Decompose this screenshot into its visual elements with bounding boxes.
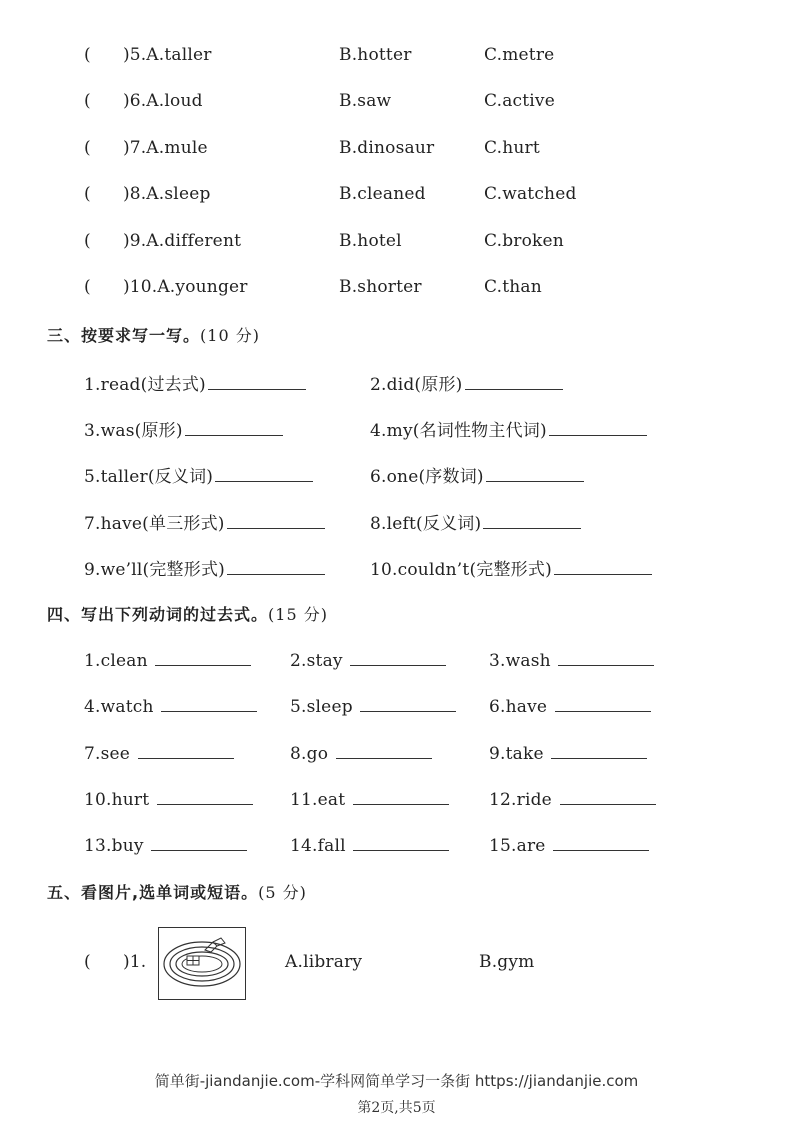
answer-blank[interactable] xyxy=(161,695,257,712)
verb-label: 14.fall xyxy=(290,836,352,856)
answer-blank[interactable] xyxy=(227,558,325,575)
answer-blank[interactable] xyxy=(208,373,306,390)
question-number: 8.A.sleep xyxy=(129,184,211,204)
question-number: 9.A.different xyxy=(129,231,242,251)
answer-blank[interactable] xyxy=(549,419,647,436)
verb-item xyxy=(84,695,257,717)
fill-item-label: 2.did(原形) xyxy=(370,375,463,395)
fill-item-label: 7.have(单三形式) xyxy=(84,514,225,534)
fill-item xyxy=(84,555,325,580)
question-number: 7.A.mule xyxy=(129,138,208,158)
section-3-heading xyxy=(47,323,260,346)
answer-blank[interactable] xyxy=(350,649,446,666)
verb-item xyxy=(84,788,253,810)
section-5-title: 五、看图片,选单词或短语。 xyxy=(47,883,259,902)
running-track-icon xyxy=(159,928,245,999)
fill-item xyxy=(370,416,647,441)
verb-label: 15.are xyxy=(489,836,552,856)
fill-item xyxy=(84,416,283,441)
verb-item xyxy=(84,834,247,856)
option-c[interactable]: C.broken xyxy=(484,231,564,251)
answer-blank[interactable] xyxy=(157,788,253,805)
fill-item xyxy=(84,462,313,487)
answer-paren[interactable]: ( )9.A.different xyxy=(84,231,242,251)
verb-label: 4.watch xyxy=(84,697,160,717)
verb-item xyxy=(84,742,234,764)
fill-item xyxy=(370,462,584,487)
answer-blank[interactable] xyxy=(360,695,456,712)
answer-paren[interactable]: ( )6.A.loud xyxy=(84,91,203,111)
fill-item-label: 8.left(反义词) xyxy=(370,514,482,534)
gym-track-picture xyxy=(158,927,246,1000)
verb-item xyxy=(290,695,456,717)
option-c[interactable]: C.watched xyxy=(484,184,577,204)
verb-item xyxy=(489,788,656,810)
fill-item-label: 6.one(序数词) xyxy=(370,467,484,487)
answer-paren[interactable]: ( )7.A.mule xyxy=(84,138,208,158)
verb-label: 10.hurt xyxy=(84,790,155,810)
verb-item xyxy=(489,742,647,764)
section-4-title: 四、写出下列动词的过去式。 xyxy=(47,605,269,624)
verb-label: 2.stay xyxy=(290,651,349,671)
option-b[interactable]: B.dinosaur xyxy=(339,138,435,158)
option-b[interactable]: B.hotel xyxy=(339,231,402,251)
answer-blank[interactable] xyxy=(353,788,449,805)
page-number: 第2页,共5页 xyxy=(357,1100,436,1116)
option-b[interactable]: B.shorter xyxy=(339,277,422,297)
question-number: 6.A.loud xyxy=(129,91,203,111)
fill-item-label: 1.read(过去式) xyxy=(84,375,206,395)
question-number: 5.A.taller xyxy=(129,45,212,65)
answer-blank[interactable] xyxy=(336,742,432,759)
option-b[interactable]: B.hotter xyxy=(339,45,412,65)
answer-blank[interactable] xyxy=(138,742,234,759)
answer-blank[interactable] xyxy=(353,834,449,851)
verb-item xyxy=(290,742,432,764)
answer-blank[interactable] xyxy=(151,834,247,851)
fill-item-label: 10.couldn’t(完整形式) xyxy=(370,560,552,580)
verb-item xyxy=(290,834,449,856)
verb-label: 1.clean xyxy=(84,651,154,671)
answer-blank[interactable] xyxy=(555,695,651,712)
verb-label: 7.see xyxy=(84,744,136,764)
answer-paren[interactable]: ( )8.A.sleep xyxy=(84,184,211,204)
section-4-points: (15 分) xyxy=(268,605,328,624)
verb-label: 13.buy xyxy=(84,836,150,856)
verb-label: 3.wash xyxy=(489,651,557,671)
fill-item-label: 5.taller(反义词) xyxy=(84,467,214,487)
answer-blank[interactable] xyxy=(560,788,656,805)
answer-blank[interactable] xyxy=(554,558,652,575)
answer-blank[interactable] xyxy=(483,512,581,529)
option-b[interactable]: B.cleaned xyxy=(339,184,426,204)
verb-item xyxy=(290,649,446,671)
answer-paren[interactable]: ( )1. xyxy=(84,952,147,972)
fill-item-label: 4.my(名词性物主代词) xyxy=(370,421,547,441)
verb-item xyxy=(84,649,251,671)
section-4-heading xyxy=(47,602,328,625)
answer-blank[interactable] xyxy=(553,834,649,851)
verb-item xyxy=(489,834,649,856)
answer-blank[interactable] xyxy=(155,649,251,666)
option-c[interactable]: C.metre xyxy=(484,45,555,65)
option-a[interactable]: A.library xyxy=(285,952,363,972)
fill-item xyxy=(84,509,325,534)
fill-item xyxy=(370,555,652,580)
question-number: 1. xyxy=(129,952,147,972)
option-c[interactable]: C.than xyxy=(484,277,542,297)
answer-blank[interactable] xyxy=(551,742,647,759)
verb-item xyxy=(489,695,651,717)
fill-item xyxy=(370,509,581,534)
answer-blank[interactable] xyxy=(215,465,313,482)
answer-blank[interactable] xyxy=(185,419,283,436)
fill-item xyxy=(84,370,306,395)
section-5-points: (5 分) xyxy=(258,883,307,902)
answer-blank[interactable] xyxy=(486,465,584,482)
section-3-title: 三、按要求写一写。 xyxy=(47,326,201,345)
option-c[interactable]: C.hurt xyxy=(484,138,540,158)
answer-blank[interactable] xyxy=(465,373,563,390)
footer-site: 简单街-jiandanjie.com-学科网简单学习一条街 https://jiandanjie.com xyxy=(154,1072,639,1090)
section-3-points: (10 分) xyxy=(200,326,260,345)
verb-item xyxy=(290,788,449,810)
verb-label: 12.ride xyxy=(489,790,558,810)
question-number: 10.A.younger xyxy=(129,277,248,297)
option-b[interactable]: B.gym xyxy=(479,952,535,972)
section-5-heading xyxy=(47,880,307,903)
answer-paren[interactable]: ( )10.A.younger xyxy=(84,277,248,297)
verb-item xyxy=(489,649,654,671)
option-b[interactable]: B.saw xyxy=(339,91,392,111)
fill-item-label: 9.we’ll(完整形式) xyxy=(84,560,225,580)
verb-label: 9.take xyxy=(489,744,550,764)
verb-label: 11.eat xyxy=(290,790,351,810)
verb-label: 6.have xyxy=(489,697,553,717)
verb-label: 8.go xyxy=(290,744,334,764)
answer-paren[interactable]: ( )5.A.taller xyxy=(84,45,212,65)
answer-blank[interactable] xyxy=(558,649,654,666)
fill-item-label: 3.was(原形) xyxy=(84,421,183,441)
verb-label: 5.sleep xyxy=(290,697,359,717)
option-c[interactable]: C.active xyxy=(484,91,555,111)
answer-blank[interactable] xyxy=(227,512,325,529)
fill-item xyxy=(370,370,563,395)
